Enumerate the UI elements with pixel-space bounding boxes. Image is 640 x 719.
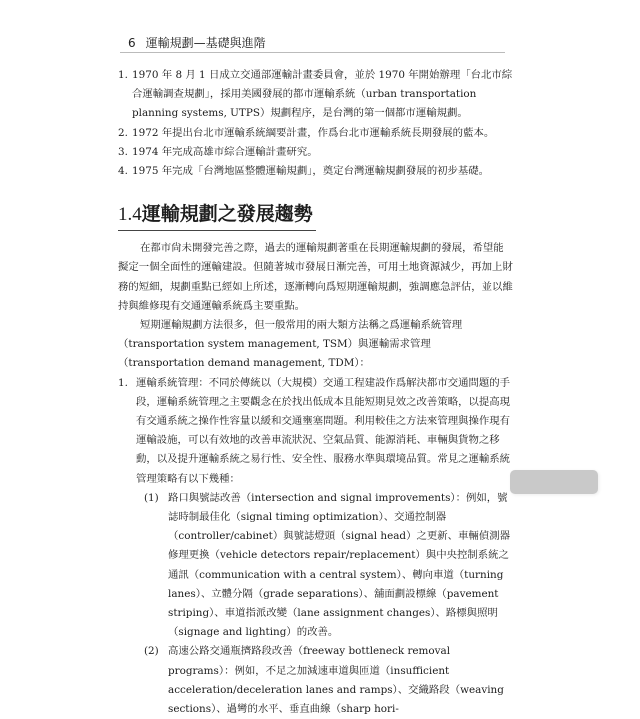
list-item (118, 124, 513, 143)
list-item-text: 1972 年提出台北市運輸系統綱要計畫，作爲台北市運輸系統長期發展的藍本。 (132, 126, 495, 139)
sub-item (118, 489, 513, 643)
sub-item-text: 路口與號誌改善（intersection and signal improvements）：例如，號誌時制最佳化（signal timing optimization）、交通控制器（controller/cabinet）與號誌燈頭（signal head）之更新、車輛偵測器修理更換（vehicle detectors repair/replacement）與中央控制系統之通訊（communication with a central system）、轉向車道（turning lanes）、立體分隔（grade separations）、舖面劃設標線（pavement striping）、車道指派改變（lane assignment changes）、路標與照明（signage and lighting）的改善。 (168, 491, 510, 639)
list-item (118, 66, 513, 124)
history-list (118, 66, 513, 181)
list-item (118, 162, 513, 181)
list-item-text: 1970 年 8 月 1 日成立交通部運輸計畫委員會，並於 1970 年開始辦理「台北市綜合運輸調查規劃」，採用美國發展的都市運輸系統（urban transportation planning systems, UTPS）規劃程序，是台灣的第一個都市運輸規劃。 (132, 69, 513, 120)
page-content (118, 66, 513, 719)
sub-item-text: 高速公路交通瓶擠路段改善（freeway bottleneck removal programs）：例如，不足之加減速車道與匝道（insufficient acceleration/deceleration lanes and ramps）、交織路段（weaving sections）、過彎的水平、垂直曲線（sharp hori- (168, 645, 504, 716)
body-paragraph: 在都市尙未開發完善之際，過去的運輸規劃著重在長期運輸規劃的發展，希望能擬定一個全面性的運輸建設。但隨著城市發展日漸完善，可用土地資源減少，再加上財務的短細，規劃重點已經如上所述，逐漸轉向爲短期運輸規劃，強調應急評估，並以維持與維修現有交通運輸系統爲主要重點。 (118, 242, 513, 312)
section-title (118, 201, 513, 228)
section-title-text: 運輸規劃之發展趨勢 (141, 203, 313, 226)
running-header (128, 34, 266, 51)
section-number: 1.4 (118, 204, 142, 226)
sub-item-number: (2) (144, 645, 159, 658)
list-item-number: 4. (118, 165, 128, 178)
floating-toolbar[interactable] (510, 470, 598, 494)
sub-item (118, 642, 513, 719)
sub-item-number: (1) (144, 491, 159, 504)
list-item-number: 2. (118, 126, 128, 139)
item-text: 運輸系統管理：不同於傳統以（大規模）交通工程建設作爲解決都市交通問題的手段，運輸系統管理之主要觀念在於找出低成本且能短期見效之改善策略，以提高現有交通系統之操作性容量以緩和交通壅塞問題。利用較佳之方法來管理與操作現有運輸設施，可以有效地的改善車流狀況、空氣品質、能源消耗、車輛與貨物之移動，以及提升運輸系統之易行性、安全性、服務水準與環境品質。常見之運輸系統管理策略有以下幾種： (136, 376, 511, 485)
book-title: 運輸規劃—基礎與進階 (145, 36, 266, 50)
list-item-text: 1975 年完成「台灣地區整體運輸規劃」，奠定台灣運輸規劃發展的初步基礎。 (132, 165, 490, 178)
list-item-number: 1. (118, 69, 128, 81)
numbered-item (118, 374, 513, 489)
list-item-number: 3. (118, 145, 128, 158)
list-item (118, 143, 513, 162)
list-item-text: 1974 年完成高雄市綜合運輸計畫研究。 (132, 145, 318, 158)
item-number: 1. (118, 376, 128, 389)
body-paragraph: 短期運輸規劃方法很多，但一般常用的兩大類方法稱之爲運輸系統管理（transportation system management, TSM）與運輸需求管理（transportation demand management, TDM）： (118, 319, 463, 370)
section-title-underline (118, 230, 316, 231)
page-number: 6 (128, 36, 136, 50)
header-rule (120, 52, 505, 53)
